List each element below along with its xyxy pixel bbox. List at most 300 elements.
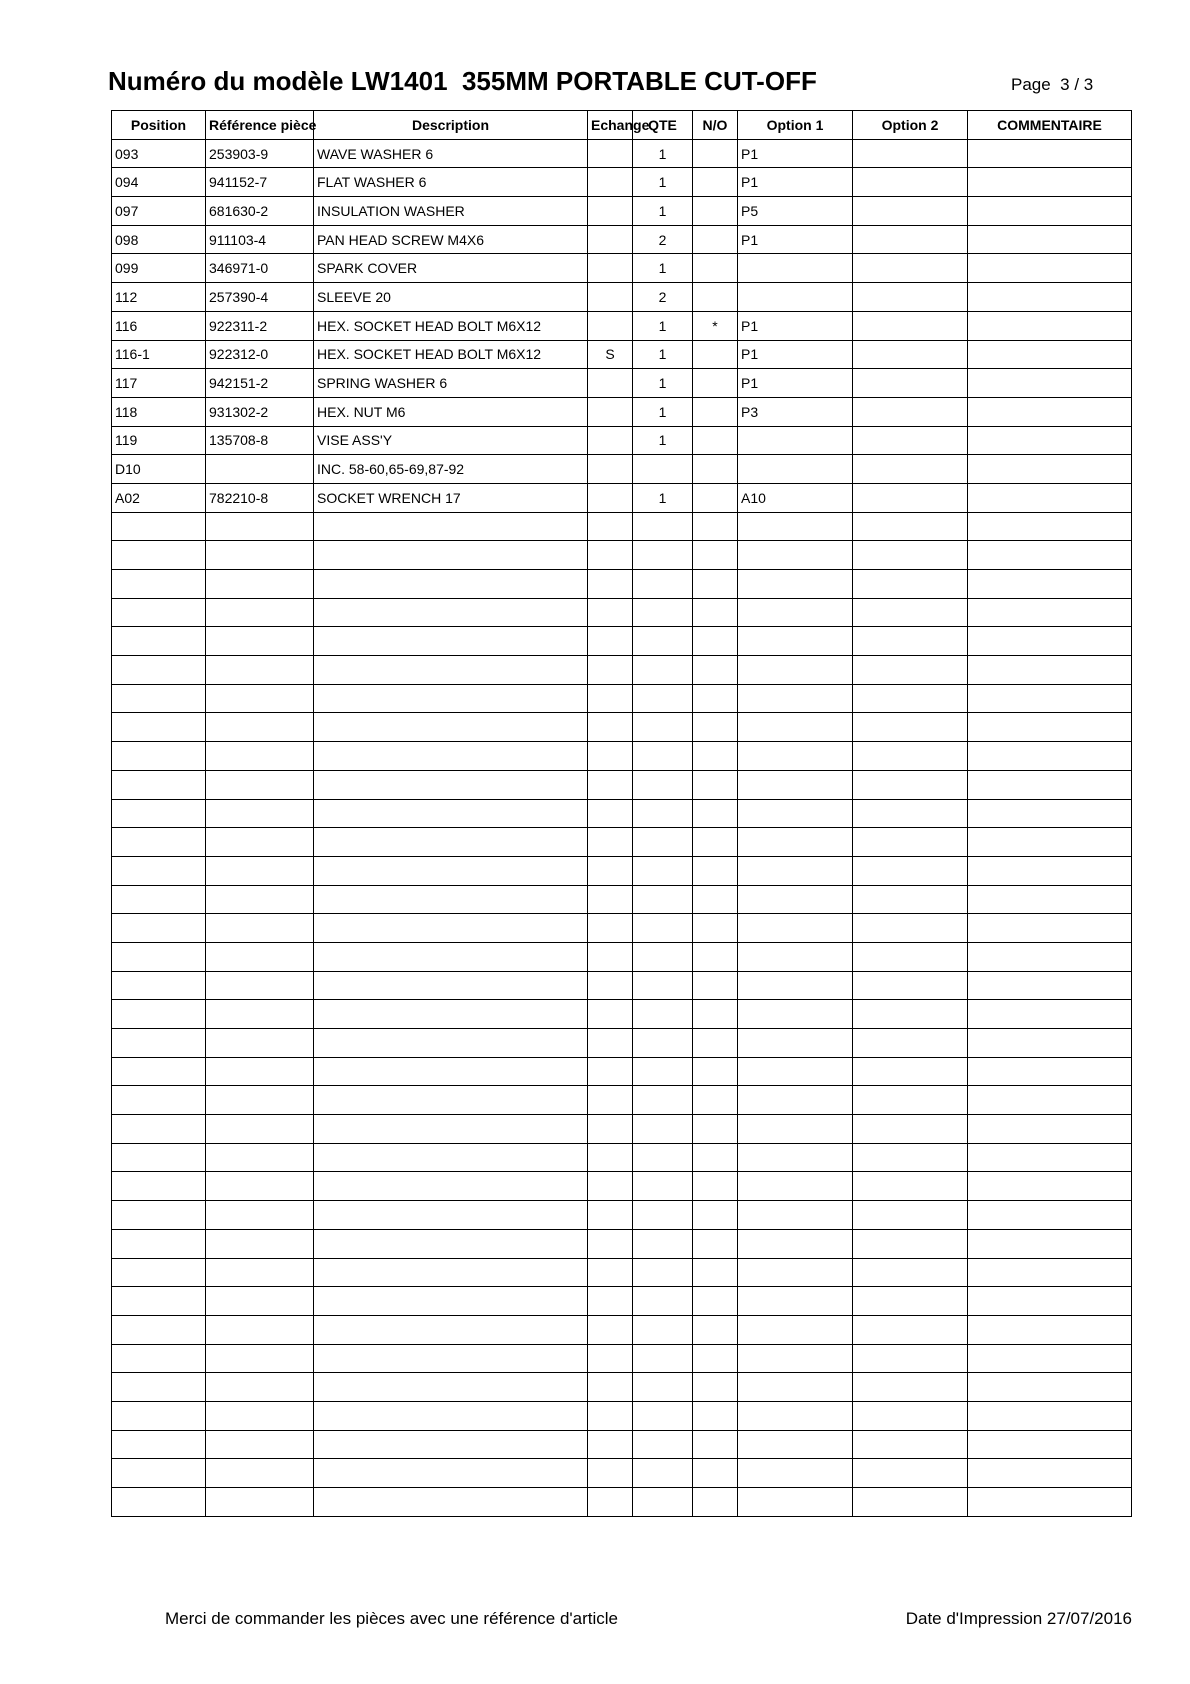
cell-position <box>112 1086 206 1115</box>
cell-echange <box>588 1344 633 1373</box>
cell-no <box>693 455 738 484</box>
column-header-position: Position <box>112 111 206 140</box>
cell-commentaire <box>968 856 1132 885</box>
cell-echange <box>588 828 633 857</box>
cell-commentaire <box>968 656 1132 685</box>
cell-reference: 257390-4 <box>206 283 314 312</box>
cell-commentaire <box>968 885 1132 914</box>
page-number: Page 3 / 3 <box>1011 75 1094 94</box>
cell-reference <box>206 770 314 799</box>
cell-description <box>314 1029 588 1058</box>
cell-commentaire <box>968 426 1132 455</box>
cell-echange <box>588 684 633 713</box>
cell-position <box>112 1229 206 1258</box>
cell-reference: 346971-0 <box>206 254 314 283</box>
cell-commentaire <box>968 1172 1132 1201</box>
cell-position <box>112 1143 206 1172</box>
cell-description <box>314 684 588 713</box>
cell-reference <box>206 541 314 570</box>
cell-echange <box>588 1029 633 1058</box>
cell-commentaire <box>968 1229 1132 1258</box>
cell-echange <box>588 168 633 197</box>
table-row-empty <box>112 828 1132 857</box>
table-row-empty <box>112 1287 1132 1316</box>
cell-echange <box>588 1315 633 1344</box>
cell-no <box>693 914 738 943</box>
cell-qte <box>633 914 693 943</box>
cell-position <box>112 828 206 857</box>
cell-position: 098 <box>112 225 206 254</box>
footer-note: Merci de commander les pièces avec une référence d'article <box>165 1609 619 1628</box>
cell-no <box>693 254 738 283</box>
cell-reference <box>206 1430 314 1459</box>
column-header-qte: QTE <box>633 111 693 140</box>
cell-qte <box>633 856 693 885</box>
table-row-empty <box>112 770 1132 799</box>
cell-reference <box>206 1373 314 1402</box>
table-row-empty <box>112 1258 1132 1287</box>
cell-no <box>693 942 738 971</box>
cell-option2 <box>853 570 968 599</box>
cell-commentaire <box>968 971 1132 1000</box>
cell-commentaire <box>968 1258 1132 1287</box>
cell-echange <box>588 1229 633 1258</box>
cell-no <box>693 168 738 197</box>
cell-commentaire <box>968 283 1132 312</box>
cell-no <box>693 1315 738 1344</box>
cell-no <box>693 627 738 656</box>
cell-commentaire <box>968 1000 1132 1029</box>
cell-commentaire <box>968 1401 1132 1430</box>
cell-no <box>693 1459 738 1488</box>
cell-qte: 1 <box>633 483 693 512</box>
cell-reference <box>206 971 314 1000</box>
cell-qte <box>633 885 693 914</box>
cell-echange <box>588 598 633 627</box>
cell-option1: P1 <box>738 340 853 369</box>
cell-commentaire <box>968 914 1132 943</box>
cell-echange <box>588 971 633 1000</box>
table-row-empty <box>112 656 1132 685</box>
cell-qte <box>633 742 693 771</box>
cell-qte <box>633 1344 693 1373</box>
cell-option1 <box>738 1430 853 1459</box>
cell-qte <box>633 1086 693 1115</box>
cell-option1 <box>738 1401 853 1430</box>
cell-qte: 2 <box>633 283 693 312</box>
cell-commentaire <box>968 168 1132 197</box>
cell-position <box>112 627 206 656</box>
cell-reference <box>206 1143 314 1172</box>
cell-position <box>112 942 206 971</box>
cell-reference <box>206 1315 314 1344</box>
cell-option1: P1 <box>738 139 853 168</box>
cell-option1 <box>738 828 853 857</box>
table-row-empty <box>112 914 1132 943</box>
cell-reference <box>206 1172 314 1201</box>
cell-option1 <box>738 512 853 541</box>
cell-description: HEX. NUT M6 <box>314 397 588 426</box>
cell-option2 <box>853 139 968 168</box>
cell-position: 116-1 <box>112 340 206 369</box>
cell-commentaire <box>968 1344 1132 1373</box>
cell-commentaire <box>968 369 1132 398</box>
cell-option2 <box>853 914 968 943</box>
cell-position: A02 <box>112 483 206 512</box>
cell-qte <box>633 1315 693 1344</box>
cell-echange <box>588 1373 633 1402</box>
table-row-empty <box>112 1029 1132 1058</box>
cell-position <box>112 713 206 742</box>
cell-echange <box>588 914 633 943</box>
cell-no <box>693 885 738 914</box>
cell-reference <box>206 570 314 599</box>
cell-commentaire <box>968 942 1132 971</box>
cell-reference <box>206 1401 314 1430</box>
cell-option2 <box>853 197 968 226</box>
cell-echange <box>588 1000 633 1029</box>
cell-echange <box>588 942 633 971</box>
cell-description: VISE ASS'Y <box>314 426 588 455</box>
cell-commentaire <box>968 1057 1132 1086</box>
cell-reference <box>206 1086 314 1115</box>
cell-qte <box>633 1229 693 1258</box>
table-row <box>112 283 1132 312</box>
cell-option2 <box>853 742 968 771</box>
table-row-empty <box>112 1143 1132 1172</box>
table-row-empty <box>112 1430 1132 1459</box>
cell-description <box>314 713 588 742</box>
cell-option2 <box>853 1172 968 1201</box>
cell-no <box>693 197 738 226</box>
cell-echange <box>588 1143 633 1172</box>
cell-reference <box>206 1344 314 1373</box>
cell-qte: 1 <box>633 139 693 168</box>
cell-no <box>693 713 738 742</box>
cell-echange <box>588 254 633 283</box>
cell-option2 <box>853 455 968 484</box>
cell-option1 <box>738 971 853 1000</box>
cell-reference <box>206 455 314 484</box>
table-row <box>112 397 1132 426</box>
cell-commentaire <box>968 799 1132 828</box>
cell-qte: 1 <box>633 254 693 283</box>
cell-qte <box>633 1000 693 1029</box>
cell-qte <box>633 512 693 541</box>
cell-position <box>112 570 206 599</box>
cell-no <box>693 369 738 398</box>
cell-position <box>112 856 206 885</box>
parts-table-body <box>112 139 1132 1516</box>
cell-description <box>314 1373 588 1402</box>
cell-qte <box>633 1143 693 1172</box>
cell-no <box>693 1373 738 1402</box>
cell-qte <box>633 1430 693 1459</box>
cell-qte <box>633 570 693 599</box>
table-row <box>112 340 1132 369</box>
cell-commentaire <box>968 1459 1132 1488</box>
cell-option1 <box>738 713 853 742</box>
cell-description: PAN HEAD SCREW M4X6 <box>314 225 588 254</box>
cell-commentaire <box>968 311 1132 340</box>
cell-option1 <box>738 942 853 971</box>
cell-option1: P1 <box>738 225 853 254</box>
cell-echange <box>588 1459 633 1488</box>
cell-qte <box>633 455 693 484</box>
cell-description: HEX. SOCKET HEAD BOLT M6X12 <box>314 311 588 340</box>
cell-echange <box>588 1430 633 1459</box>
cell-reference <box>206 1287 314 1316</box>
cell-option1 <box>738 656 853 685</box>
cell-qte <box>633 1057 693 1086</box>
cell-qte <box>633 828 693 857</box>
cell-description <box>314 1258 588 1287</box>
cell-commentaire <box>968 1488 1132 1517</box>
cell-position: 112 <box>112 283 206 312</box>
table-row <box>112 225 1132 254</box>
cell-reference <box>206 856 314 885</box>
cell-qte <box>633 541 693 570</box>
cell-position: 119 <box>112 426 206 455</box>
cell-commentaire <box>968 1201 1132 1230</box>
cell-echange <box>588 225 633 254</box>
cell-position: 099 <box>112 254 206 283</box>
cell-reference <box>206 627 314 656</box>
cell-position <box>112 1401 206 1430</box>
cell-position <box>112 656 206 685</box>
page-title: Numéro du modèle LW1401 355MM PORTABLE CUT-OFF <box>108 66 817 96</box>
cell-position <box>112 1201 206 1230</box>
cell-option2 <box>853 1430 968 1459</box>
column-header-no: N/O <box>693 111 738 140</box>
cell-qte <box>633 971 693 1000</box>
cell-option1 <box>738 254 853 283</box>
table-row-empty <box>112 1229 1132 1258</box>
column-header-echange: Echange <box>588 111 633 140</box>
cell-qte <box>633 598 693 627</box>
cell-option1: P3 <box>738 397 853 426</box>
cell-description <box>314 1401 588 1430</box>
column-header-option2: Option 2 <box>853 111 968 140</box>
cell-reference <box>206 656 314 685</box>
cell-echange <box>588 799 633 828</box>
cell-no <box>693 770 738 799</box>
cell-option1 <box>738 742 853 771</box>
cell-reference <box>206 1229 314 1258</box>
table-row-empty <box>112 541 1132 570</box>
cell-option1: P5 <box>738 197 853 226</box>
cell-no <box>693 340 738 369</box>
cell-no <box>693 684 738 713</box>
cell-description <box>314 1459 588 1488</box>
cell-qte: 1 <box>633 168 693 197</box>
table-row-empty <box>112 1201 1132 1230</box>
cell-option2 <box>853 1287 968 1316</box>
table-row <box>112 254 1132 283</box>
table-row-empty <box>112 598 1132 627</box>
cell-no <box>693 598 738 627</box>
cell-echange <box>588 1287 633 1316</box>
cell-option2 <box>853 1344 968 1373</box>
cell-echange <box>588 369 633 398</box>
cell-position <box>112 1315 206 1344</box>
cell-option1 <box>738 770 853 799</box>
cell-commentaire <box>968 1430 1132 1459</box>
cell-reference: 681630-2 <box>206 197 314 226</box>
cell-option2 <box>853 1029 968 1058</box>
cell-position <box>112 1344 206 1373</box>
cell-position: 097 <box>112 197 206 226</box>
cell-description <box>314 856 588 885</box>
cell-option1 <box>738 1488 853 1517</box>
cell-reference: 135708-8 <box>206 426 314 455</box>
cell-no <box>693 1287 738 1316</box>
cell-echange <box>588 541 633 570</box>
cell-no <box>693 570 738 599</box>
cell-option1 <box>738 1373 853 1402</box>
cell-description <box>314 1143 588 1172</box>
cell-option1 <box>738 598 853 627</box>
cell-commentaire <box>968 627 1132 656</box>
cell-option2 <box>853 598 968 627</box>
cell-description: FLAT WASHER 6 <box>314 168 588 197</box>
cell-description <box>314 1315 588 1344</box>
cell-description <box>314 656 588 685</box>
cell-option1: P1 <box>738 311 853 340</box>
cell-option2 <box>853 541 968 570</box>
cell-description <box>314 742 588 771</box>
cell-commentaire <box>968 225 1132 254</box>
cell-reference <box>206 1057 314 1086</box>
cell-option2 <box>853 1401 968 1430</box>
cell-reference <box>206 1459 314 1488</box>
cell-position: 094 <box>112 168 206 197</box>
cell-description <box>314 1172 588 1201</box>
table-row-empty <box>112 971 1132 1000</box>
cell-option2 <box>853 1201 968 1230</box>
cell-echange <box>588 139 633 168</box>
table-header-row <box>112 111 1132 140</box>
cell-option2 <box>853 1143 968 1172</box>
cell-option2 <box>853 1258 968 1287</box>
cell-no <box>693 799 738 828</box>
cell-echange <box>588 1488 633 1517</box>
cell-option2 <box>853 856 968 885</box>
cell-option2 <box>853 512 968 541</box>
cell-description <box>314 1488 588 1517</box>
cell-option2 <box>853 483 968 512</box>
table-row-empty <box>112 627 1132 656</box>
cell-echange <box>588 627 633 656</box>
cell-no <box>693 1488 738 1517</box>
table-row-empty <box>112 1401 1132 1430</box>
cell-no <box>693 1000 738 1029</box>
cell-qte <box>633 1459 693 1488</box>
cell-description <box>314 1201 588 1230</box>
table-row-empty <box>112 1057 1132 1086</box>
cell-option1 <box>738 1000 853 1029</box>
cell-option2 <box>853 340 968 369</box>
cell-no <box>693 139 738 168</box>
cell-echange <box>588 483 633 512</box>
cell-commentaire <box>968 1029 1132 1058</box>
table-row-empty <box>112 1488 1132 1517</box>
cell-option1 <box>738 541 853 570</box>
cell-qte: 2 <box>633 225 693 254</box>
cell-commentaire <box>968 713 1132 742</box>
cell-description <box>314 1430 588 1459</box>
cell-option1 <box>738 1057 853 1086</box>
cell-qte <box>633 770 693 799</box>
cell-qte <box>633 713 693 742</box>
cell-no <box>693 225 738 254</box>
table-row-empty <box>112 1115 1132 1144</box>
cell-position <box>112 1115 206 1144</box>
cell-echange <box>588 426 633 455</box>
cell-no <box>693 742 738 771</box>
table-row <box>112 369 1132 398</box>
cell-option1 <box>738 914 853 943</box>
cell-commentaire <box>968 397 1132 426</box>
cell-no <box>693 828 738 857</box>
cell-description <box>314 942 588 971</box>
cell-reference: 922312-0 <box>206 340 314 369</box>
cell-reference <box>206 885 314 914</box>
cell-option1 <box>738 455 853 484</box>
cell-option1 <box>738 1115 853 1144</box>
cell-option1 <box>738 1459 853 1488</box>
cell-description <box>314 1115 588 1144</box>
cell-option1 <box>738 885 853 914</box>
cell-reference <box>206 598 314 627</box>
cell-qte <box>633 1488 693 1517</box>
cell-echange <box>588 311 633 340</box>
cell-no: * <box>693 311 738 340</box>
cell-description <box>314 1287 588 1316</box>
cell-no <box>693 1057 738 1086</box>
cell-qte: 1 <box>633 369 693 398</box>
cell-commentaire <box>968 684 1132 713</box>
cell-option1 <box>738 1315 853 1344</box>
cell-description: HEX. SOCKET HEAD BOLT M6X12 <box>314 340 588 369</box>
cell-no <box>693 283 738 312</box>
cell-no <box>693 1401 738 1430</box>
cell-reference <box>206 1115 314 1144</box>
table-row-empty <box>112 1344 1132 1373</box>
table-row-empty <box>112 1086 1132 1115</box>
cell-option2 <box>853 1459 968 1488</box>
cell-reference: 942151-2 <box>206 369 314 398</box>
cell-description: SPARK COVER <box>314 254 588 283</box>
parts-table <box>111 110 1132 1517</box>
cell-echange <box>588 512 633 541</box>
cell-no <box>693 426 738 455</box>
cell-qte <box>633 1115 693 1144</box>
cell-no <box>693 512 738 541</box>
cell-description <box>314 828 588 857</box>
cell-position <box>112 799 206 828</box>
cell-description <box>314 971 588 1000</box>
cell-reference <box>206 684 314 713</box>
table-row-empty <box>112 1315 1132 1344</box>
cell-description <box>314 541 588 570</box>
cell-reference <box>206 799 314 828</box>
cell-commentaire <box>968 1287 1132 1316</box>
cell-position <box>112 971 206 1000</box>
cell-option2 <box>853 656 968 685</box>
cell-option1 <box>738 1143 853 1172</box>
cell-description <box>314 770 588 799</box>
